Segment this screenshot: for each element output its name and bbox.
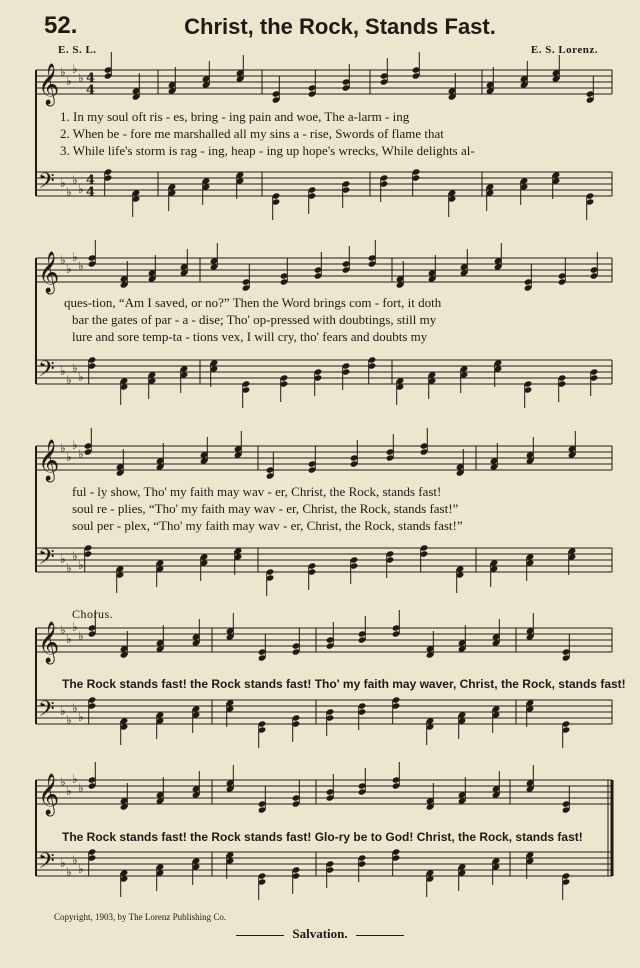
flat-sign: ♭ <box>78 862 84 876</box>
hymn-title: Christ, the Rock, Stands Fast. <box>184 14 496 39</box>
flat-sign: ♭ <box>60 704 66 718</box>
flat-sign: ♭ <box>78 71 84 85</box>
flat-sign: ♭ <box>60 364 66 378</box>
flat-sign: ♭ <box>66 784 72 798</box>
flat-sign: ♭ <box>72 701 78 715</box>
words-credit: E. S. L. <box>58 44 97 56</box>
flat-sign: ♭ <box>72 772 78 786</box>
bass-clef-icon: 𝄢 <box>38 545 55 575</box>
flat-sign: ♭ <box>78 370 84 384</box>
verse-2-line-3: soul re - plies, “Tho' my faith may wav - er, Christ, the Rock, stands fast!” <box>72 501 459 516</box>
flat-sign: ♭ <box>66 262 72 276</box>
verse-2-line-1: 2. When be - fore me marshalled all my sins a - rise, Swords of flame that <box>60 126 444 141</box>
time-signature: 4 <box>86 173 96 188</box>
flat-sign: ♭ <box>66 74 72 88</box>
flat-sign: ♭ <box>78 781 84 795</box>
treble-clef-icon: 𝄞 <box>38 622 60 663</box>
footer-label: Salvation. <box>292 926 348 941</box>
flat-sign: ♭ <box>66 450 72 464</box>
flat-sign: ♭ <box>60 65 66 79</box>
flat-sign: ♭ <box>60 176 66 190</box>
flat-sign: ♭ <box>72 173 78 187</box>
flat-sign: ♭ <box>60 623 66 637</box>
chorus-lyric-2: The Rock stands fast! the Rock stands fast! Glo-ry be to God! Christ, the Rock, stands fast! <box>62 830 583 844</box>
treble-clef-icon: 𝄞 <box>38 440 60 481</box>
flat-sign: ♭ <box>72 438 78 452</box>
flat-sign: ♭ <box>66 373 72 387</box>
verse-1-line-1: 1. In my soul oft ris - es, bring - ing pain and woe, The a-larm - ing <box>60 109 410 124</box>
flat-sign: ♭ <box>78 558 84 572</box>
treble-clef-icon: 𝄞 <box>38 252 60 293</box>
flat-sign: ♭ <box>60 552 66 566</box>
bass-clef-icon: 𝄢 <box>38 849 55 879</box>
flat-sign: ♭ <box>60 856 66 870</box>
flat-sign: ♭ <box>72 549 78 563</box>
flat-sign: ♭ <box>60 253 66 267</box>
flat-sign: ♭ <box>60 775 66 789</box>
flat-sign: ♭ <box>66 561 72 575</box>
verse-3-line-1: 3. While life's storm is rag - ing, heap - ing up hope's wrecks, While delights al- <box>60 143 475 158</box>
music-credit: E. S. Lorenz. <box>530 44 598 56</box>
flat-sign: ♭ <box>78 710 84 724</box>
time-signature: 4 <box>86 71 96 86</box>
flat-sign: ♭ <box>60 441 66 455</box>
flat-sign: ♭ <box>78 259 84 273</box>
flat-sign: ♭ <box>66 185 72 199</box>
verse-1-line-3: ful - ly show, Tho' my faith may wav - er, Christ, the Rock, stands fast! <box>72 484 442 499</box>
flat-sign: ♭ <box>72 853 78 867</box>
bass-clef-icon: 𝄢 <box>38 169 55 199</box>
verse-1-line-2: ques-tion, “Am I saved, or no?” Then the Word brings com - fort, it doth <box>64 295 442 310</box>
flat-sign: ♭ <box>78 447 84 461</box>
time-signature: 4 <box>86 83 96 98</box>
flat-sign: ♭ <box>66 713 72 727</box>
verse-2-line-2: bar the gates of par - a - dise; Tho' op-pressed with doubtings, still my <box>72 312 437 327</box>
chorus-label: Chorus. <box>72 607 114 621</box>
flat-sign: ♭ <box>72 361 78 375</box>
flat-sign: ♭ <box>66 865 72 879</box>
bass-clef-icon: 𝄢 <box>38 357 55 387</box>
verse-3-line-2: lure and sore temp-ta - tions vex, I will cry, tho' fears and doubts my <box>72 329 428 344</box>
flat-sign: ♭ <box>72 620 78 634</box>
flat-sign: ♭ <box>78 182 84 196</box>
flat-sign: ♭ <box>72 62 78 76</box>
verse-3-line-3: soul per - plex, “Tho' my faith may wav - er, Christ, the Rock, stands fast!” <box>72 518 463 533</box>
treble-clef-icon: 𝄞 <box>38 774 60 815</box>
flat-sign: ♭ <box>72 250 78 264</box>
time-signature: 4 <box>86 185 96 200</box>
chorus-lyric-1: The Rock stands fast! the Rock stands fast! Tho' my faith may waver, Christ, the Rock, stands fast! <box>62 677 626 691</box>
copyright-notice: Copyright, 1903, by The Lorenz Publishing Co. <box>54 912 227 922</box>
bass-clef-icon: 𝄢 <box>38 697 55 727</box>
treble-clef-icon: 𝄞 <box>38 64 60 105</box>
hymn-number: 52. <box>44 12 78 39</box>
flat-sign: ♭ <box>78 629 84 643</box>
flat-sign: ♭ <box>66 632 72 646</box>
